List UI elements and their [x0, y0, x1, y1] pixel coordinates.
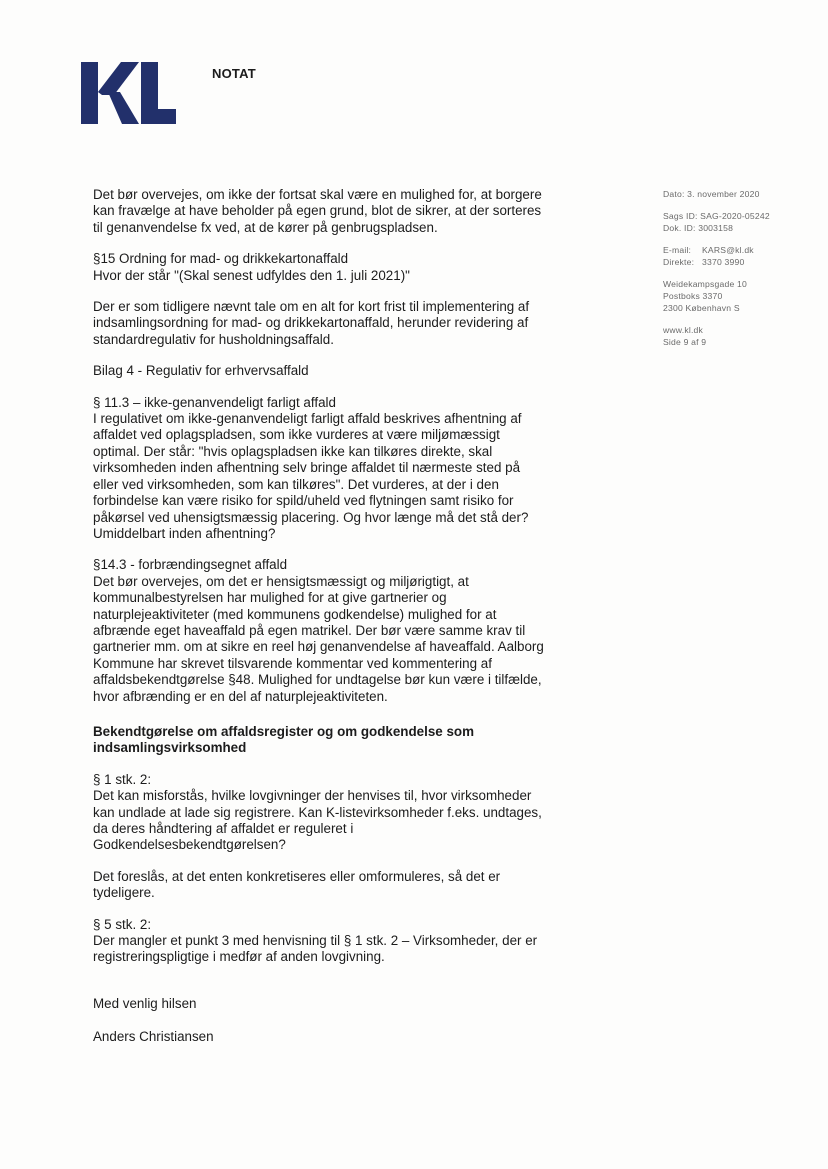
paragraph [93, 395, 563, 543]
paragraph [93, 557, 563, 705]
email-value: KARS@kl.dk [702, 245, 754, 255]
text-line: forbindelse kan være risiko for spild/uheld ved flytningen samt risiko for [93, 493, 514, 509]
text-line: Kommune har skrevet tilsvarende kommentar ved kommentering af [93, 655, 492, 671]
text-line: eller ved virksomheden, som kan tilkøres". Det vurderes, at der i den [93, 476, 499, 492]
kl-logo [81, 62, 176, 124]
text-line: Det bør overvejes, om det er hensigtsmæssigt og miljørigtigt, at [93, 573, 469, 589]
email-label: E-mail: [663, 245, 692, 255]
paragraph [93, 869, 563, 902]
heading-line: indsamlingsvirksomhed [93, 740, 247, 756]
paragraph [93, 363, 563, 379]
text-line: Der er som tidligere nævnt tale om en alt for kort frist til implementering af [93, 299, 530, 315]
website-line: www.kl.dk [663, 325, 704, 335]
logo-k-lower-leg [108, 92, 139, 124]
phone-label: Direkte: [663, 257, 695, 267]
text-line: Det bør overvejes, om ikke der fortsat skal være en mulighed for, at borgere [93, 187, 542, 202]
text-line: påkørsel ved uhensigtsmæssig placering. Og hvor længe må det stå der? [93, 509, 529, 525]
text-line: § 1 stk. 2: [93, 771, 152, 787]
signature-name: Anders Christiansen [93, 1029, 214, 1045]
email-row [663, 244, 813, 256]
text-line: Umiddelbart inden afhentning? [93, 525, 276, 541]
text-line: §14.3 - forbrændingsegnet affald [93, 557, 288, 573]
signature [93, 1029, 563, 1045]
text-line: optimal. Der står: "hvis oplagspladsen ikke kan tilkøres direkte, skal [93, 443, 493, 459]
text-line: afbrænde eget haveaffald på egen matrikel. Der bør være samme krav til [93, 622, 526, 638]
text-line: da deres håndtering af affaldet er reguleret i [93, 821, 354, 836]
paragraph [93, 772, 563, 854]
paragraph [93, 917, 563, 966]
text-line: hvor afbrænding er en del af naturplejeaktiviteten. [93, 688, 388, 704]
text-line: § 11.3 – ikke-genanvendeligt farligt affald [93, 394, 336, 410]
paragraph [93, 299, 563, 348]
address-line: 2300 København S [663, 303, 740, 313]
logo-l-foot [141, 109, 176, 124]
text-line: kan undlade at lade sig registrere. Kan K-listevirksomheder f.eks. undtages, [93, 804, 542, 820]
letter-body [93, 187, 563, 1061]
text-line: Det kan misforstås, hvilke lovgivninger der henvises til, hvor virksomheder [93, 788, 532, 804]
date-line: Dato: 3. november 2020 [663, 189, 760, 199]
text-line: I regulativet om ikke-genanvendeligt farligt affald beskrives afhentning af [93, 411, 522, 427]
text-line: standardregulativ for husholdningsaffald. [93, 331, 334, 347]
paragraph [93, 251, 563, 284]
closing [93, 996, 563, 1012]
text-line: kan fravælge at have beholder på egen grund, blot de sikrer, at der sorteres [93, 203, 542, 219]
text-line: affaldsbekendtgørelse §48. Mulighed for undtagelse bør kun være i tilfælde, [93, 672, 542, 688]
heading-line: Bekendtgørelse om affaldsregister og om godkendelse som [93, 723, 474, 739]
text-line: affaldet ved oplagspladsen, som ikke vurderes at være miljømæssigt [93, 427, 500, 443]
sidebar-info [663, 188, 813, 358]
text-line: virksomheden inden afhentning selv bringe affaldet til nærmeste sted på [93, 460, 521, 476]
text-line: registreringspligtige i medfør af anden lovgivning. [93, 949, 385, 965]
text-line: tydeligere. [93, 885, 155, 901]
address-line: Weidekampsgade 10 [663, 279, 747, 289]
text-line: § 5 stk. 2: [93, 916, 152, 932]
doc-id-line: Dok. ID: 3003158 [663, 223, 734, 233]
phone-value: 3370 3990 [702, 257, 745, 267]
page-number: Side 9 af 9 [663, 337, 707, 347]
text-line: Der mangler et punkt 3 med henvisning til § 1 stk. 2 – Virksomheder, der er [93, 933, 538, 949]
text-line: til genanvendelse fx ved, at de kører på genbrugspladsen. [93, 219, 438, 235]
case-id-line: Sags ID: SAG-2020-05242 [663, 211, 770, 221]
document-type-label: NOTAT [212, 66, 256, 81]
text-line: naturplejeaktiviteter (med kommunens godkendelse) mulighed for at [93, 606, 497, 622]
logo-k-stem [81, 62, 98, 124]
logo-k-upper-arm [98, 62, 139, 95]
text-line: kommunalbestyrelsen har mulighed for at give gartnerier og [93, 590, 447, 606]
text-line: Godkendelsesbekendtgørelsen? [93, 837, 286, 853]
phone-row [663, 256, 813, 268]
text-line: indsamlingsordning for mad- og drikkekartonaffald, herunder revidering af [93, 315, 529, 331]
text-line: gartnerier mm. om at sikre en reel høj genanvendelse af haveaffald. Aalborg [93, 639, 544, 655]
text-line: Bilag 4 - Regulativ for erhvervsaffald [93, 363, 309, 379]
text-line: Hvor der står "(Skal senest udfyldes den 1. juli 2021)" [93, 267, 410, 283]
text-line: Det foreslås, at det enten konkretiseres eller omformuleres, så det er [93, 868, 501, 884]
address-line: Postboks 3370 [663, 291, 723, 301]
text-line: §15 Ordning for mad- og drikkekartonaffald [93, 251, 349, 267]
paragraph [93, 187, 563, 236]
section-heading [93, 724, 563, 757]
closing-text: Med venlig hilsen [93, 995, 197, 1011]
